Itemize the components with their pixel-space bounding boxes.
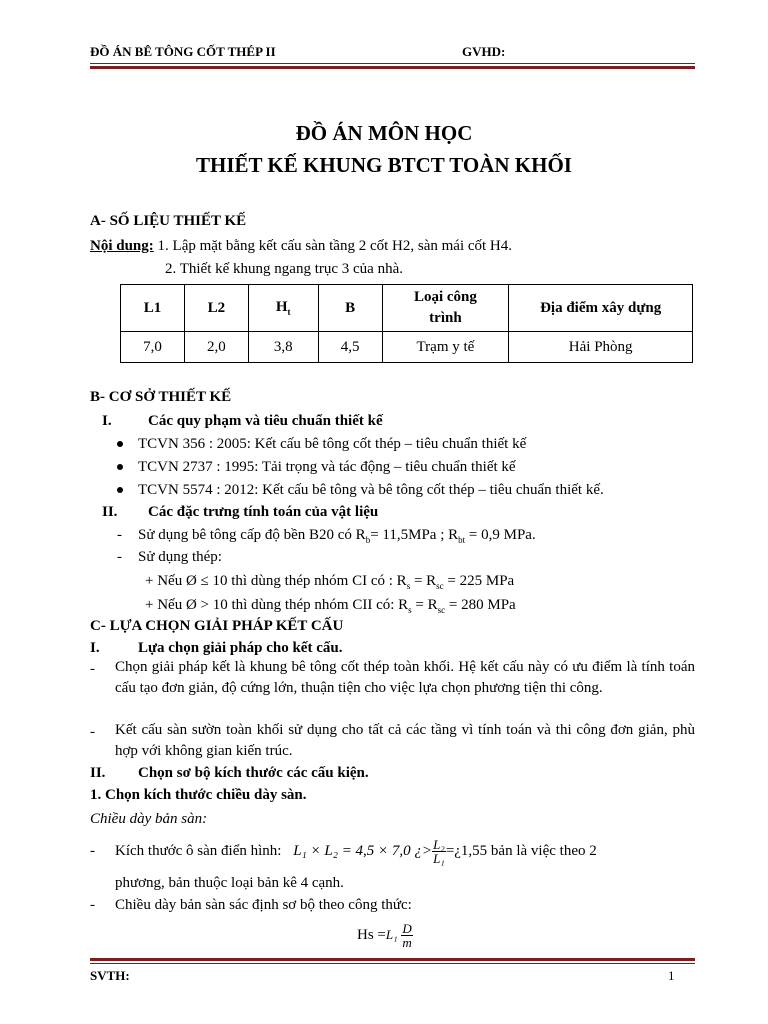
table-header-cell: L2 bbox=[184, 285, 248, 332]
steel2-text-a: + Nếu Ø > 10 thì dùng thép nhóm CII có: R bbox=[145, 597, 409, 613]
section-b-part1-number: I. bbox=[102, 413, 112, 429]
steel-option-2 bbox=[145, 596, 516, 619]
fraction-denominator: L₁ bbox=[433, 851, 445, 867]
table-header-cell: B bbox=[318, 285, 382, 332]
title-line-2: THIẾT KẾ KHUNG BTCT TOÀN KHỐI bbox=[196, 153, 572, 177]
building-type-line-1: Loại công bbox=[413, 289, 477, 305]
steel2-text-c: = 280 MPa bbox=[445, 597, 516, 613]
ht-label: H bbox=[275, 299, 288, 315]
section-c-part1-number: I. bbox=[90, 640, 100, 656]
section-c-part1-title: Lựa chọn giải pháp cho kết cấu. bbox=[138, 640, 343, 656]
fraction-numerator: D bbox=[402, 921, 412, 937]
section-b-part1-title: Các quy phạm và tiêu chuẩn thiết kế bbox=[148, 413, 383, 429]
table-cell: 7,0 bbox=[121, 332, 185, 363]
table-cell: Trạm y tế bbox=[382, 332, 509, 363]
building-type-line-2: trình bbox=[429, 310, 462, 326]
table-header-cell: L1 bbox=[121, 285, 185, 332]
slab-ratio-result: =¿1,55 bản là việc theo 2 bbox=[445, 843, 597, 859]
slab-thickness-formula bbox=[357, 917, 413, 953]
section-c-part2-number: II. bbox=[90, 765, 106, 781]
title-line-1: ĐỒ ÁN MÔN HỌC bbox=[295, 121, 473, 145]
footer-student: SVTH: bbox=[90, 968, 130, 983]
table-cell: Hải Phòng bbox=[509, 332, 693, 363]
rs-subscript: s bbox=[408, 605, 412, 615]
slab-size-text: Kích thước ô sàn điển hình: bbox=[115, 843, 282, 859]
content-line-2: 2. Thiết kế khung ngang trục 3 của nhà. bbox=[165, 261, 403, 277]
rb-subscript: b bbox=[365, 535, 371, 545]
fraction-denominator: m bbox=[402, 935, 412, 951]
bullet-icon bbox=[117, 464, 123, 470]
standard-item: TCVN 2737 : 1995: Tải trọng và tác động – tiêu chuẩn thiết kế bbox=[138, 459, 516, 475]
content-text-1: 1. Lập mặt bằng kết cấu sàn tầng 2 cốt H2, sàn mái cốt H4. bbox=[153, 238, 513, 254]
rsc-subscript: sc bbox=[436, 581, 444, 591]
table-header-cell: Địa điểm xây dựng bbox=[509, 285, 693, 332]
table-header-cell bbox=[382, 285, 509, 332]
header-course: ĐỒ ÁN BÊ TÔNG CỐT THÉP II bbox=[90, 44, 276, 59]
section-b-part2-number: II. bbox=[102, 504, 118, 520]
concrete-text-c: = 0,9 MPa. bbox=[465, 527, 536, 543]
steel1-text-c: = 225 MPa bbox=[443, 573, 515, 589]
table-row bbox=[121, 332, 693, 363]
hs-l1: L₁ bbox=[385, 927, 398, 942]
page-number: 1 bbox=[668, 968, 675, 983]
dash-marker: - bbox=[90, 724, 95, 740]
slab-subsection-heading: 1. Chọn kích thước chiều dày sàn. bbox=[90, 787, 307, 803]
slab-thickness-label: Chiều dày bản sàn: bbox=[90, 811, 208, 827]
dash-marker: - bbox=[90, 843, 95, 859]
hs-label: Hs = bbox=[357, 927, 386, 943]
steel1-text-b: = R bbox=[410, 573, 437, 589]
section-b-heading: B- CƠ SỞ THIẾT KẾ bbox=[90, 389, 232, 405]
section-b-part2-title: Các đặc trưng tính toán của vật liệu bbox=[148, 504, 379, 520]
table-header-cell bbox=[248, 285, 318, 332]
dash-marker: - bbox=[90, 897, 95, 913]
standard-item: TCVN 5574 : 2012: Kết cấu bê tông và bê tông cốt thép – tiêu chuẩn thiết kế. bbox=[138, 482, 604, 498]
standard-item: TCVN 356 : 2005: Kết cấu bê tông cốt thép – tiêu chuẩn thiết kế bbox=[138, 436, 527, 452]
header-supervisor: GVHD: bbox=[462, 44, 506, 59]
dash-marker: - bbox=[117, 549, 122, 565]
content-label: Nội dung: bbox=[90, 238, 154, 254]
footer-rule-thin bbox=[90, 963, 695, 964]
section-a-heading: A- SỐ LIỆU THIẾT KẾ bbox=[90, 213, 247, 229]
structure-paragraph-1: Chọn giải pháp kết là khung bê tông cốt thép toàn khối. Hệ kết cấu này có ưu điểm là tính toán cấu tạo đơn giản, độ cứng lớn, thuận tiện cho việc lựa chọn phương tiện thi công. bbox=[115, 659, 695, 696]
steel-spec: Sử dụng thép: bbox=[138, 549, 222, 565]
page-header bbox=[90, 44, 695, 62]
content-line-1 bbox=[90, 237, 512, 255]
table-header-row bbox=[121, 285, 693, 332]
section-c-part2-title: Chọn sơ bộ kích thước các cấu kiện. bbox=[138, 765, 369, 781]
structure-paragraph-2: Kết cấu sàn sườn toàn khối sử dụng cho tất cả các tầng vì tính toán và thi công đơn giản, phù hợp với không gian kiến trúc. bbox=[115, 722, 695, 759]
slab-size-formula: L₁ × L₂ = 4,5 × 7,0 ¿> bbox=[293, 843, 433, 859]
ht-subscript: t bbox=[287, 307, 291, 317]
slab-size-continuation: phương, bản thuộc loại bản kê 4 cạnh. bbox=[115, 875, 344, 891]
section-c-heading: C- LỰA CHỌN GIẢI PHÁP KẾT CẤU bbox=[90, 618, 344, 634]
dash-marker: - bbox=[90, 661, 95, 677]
rs-subscript: s bbox=[406, 581, 411, 591]
span-ratio-fraction bbox=[432, 838, 446, 865]
table-cell: 2,0 bbox=[184, 332, 248, 363]
design-data-table bbox=[120, 284, 693, 363]
footer-rule-thick bbox=[90, 958, 695, 961]
rsc-subscript: sc bbox=[437, 605, 446, 615]
steel2-text-b: = R bbox=[411, 597, 438, 613]
table-cell: 4,5 bbox=[318, 332, 382, 363]
header-rule-thick bbox=[90, 66, 695, 69]
bullet-icon bbox=[117, 487, 123, 493]
slab-thickness-formula-intro: Chiều dày bản sàn sác định sơ bộ theo công thức: bbox=[115, 897, 412, 913]
rbt-subscript: bt bbox=[458, 535, 466, 545]
fraction-numerator: L₂ bbox=[433, 837, 445, 853]
steel1-text-a: + Nếu Ø ≤ 10 thì dùng thép nhóm CI có : R bbox=[145, 573, 407, 589]
slab-size-line bbox=[115, 832, 597, 870]
concrete-text-b: = 11,5MPa ; R bbox=[370, 527, 459, 543]
header-rule-thin bbox=[90, 63, 695, 64]
dash-marker: - bbox=[117, 527, 122, 543]
bullet-icon bbox=[117, 441, 123, 447]
concrete-text-a: Sử dụng bê tông cấp độ bền B20 có R bbox=[138, 527, 366, 543]
concrete-spec bbox=[138, 526, 536, 549]
table-cell: 3,8 bbox=[248, 332, 318, 363]
d-over-m-fraction bbox=[401, 922, 412, 949]
steel-option-1 bbox=[145, 572, 514, 595]
